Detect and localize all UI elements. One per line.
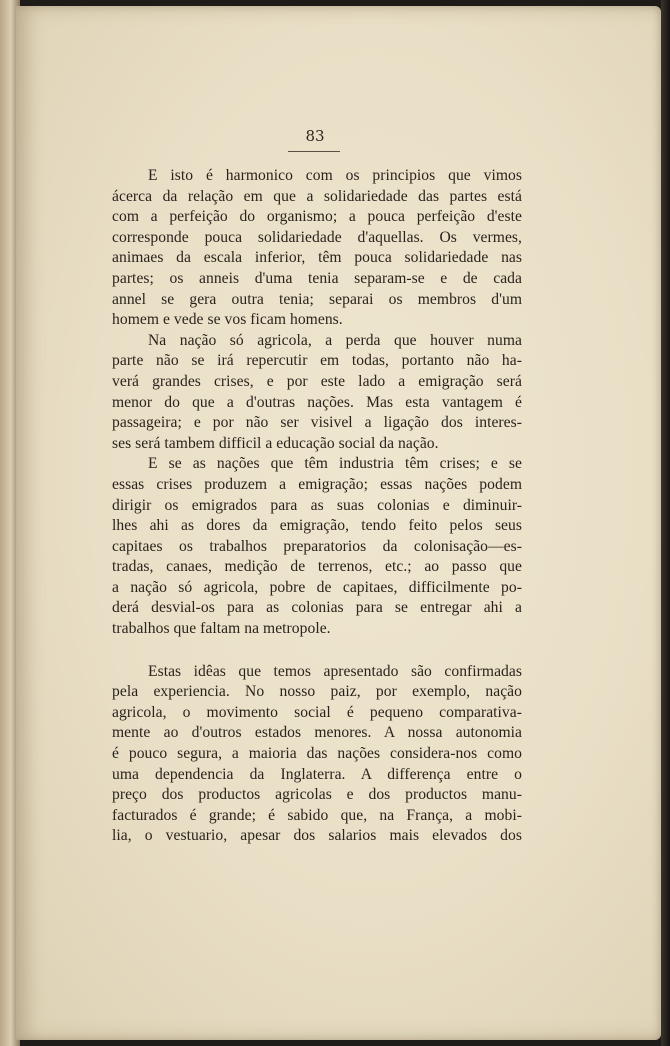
text-line: ses será tambem difficil a educação social da nação.	[112, 434, 439, 452]
text-line: corresponde pouca solidariedade d'aquellas. Os vermes,	[112, 228, 522, 246]
paragraph-4	[112, 662, 522, 847]
body-text	[112, 166, 522, 847]
text-line: partes; os anneis d'uma tenia separam-se e de cada	[112, 269, 522, 287]
text-line: Na nação só agricola, a perda que houver numa	[148, 331, 522, 349]
text-line: mente ao d'outros estados menores. A nossa autonomia	[112, 724, 522, 742]
text-line: parte não se irá repercutir em todas, portanto não ha-	[112, 352, 522, 370]
paragraph-2	[112, 331, 522, 455]
text-line: verá grandes crises, e por este lado a emigração será	[112, 372, 522, 390]
text-line: E se as nações que têm industria têm crises; e se	[148, 455, 522, 473]
paragraph-3	[112, 454, 522, 639]
text-line: E isto é harmonico com os principios que vimos	[148, 167, 522, 184]
text-line: dirigir os emigrados para as suas colonias e diminuir-	[112, 496, 522, 514]
text-line: menor do que a d'outras nações. Mas esta vantagem é	[112, 393, 522, 411]
text-line: tradas, canaes, medição de terrenos, etc.; ao passo que	[112, 558, 522, 576]
text-line: animaes da escala inferior, têm pouca solidariedade nas	[112, 249, 522, 267]
text-line: lhes ahi as dores da emigração, tendo feito pelos seus	[112, 517, 522, 535]
text-line: pela experiencia. No nosso paiz, por exemplo, nação	[112, 683, 522, 701]
page-number-rule	[288, 151, 340, 152]
text-line: derá desvial-os para as colonias para se entregar ahi a	[112, 599, 522, 617]
text-line: preço dos productos agricolas e dos productos manu-	[112, 786, 522, 804]
text-line: trabalhos que faltam na metropole.	[112, 620, 331, 638]
paragraph-spacer	[112, 640, 522, 662]
text-line: annel se gera outra tenia; separai os membros d'um	[112, 290, 522, 308]
paragraph-1	[112, 166, 522, 331]
text-line: lia, o vestuario, apesar dos salarios mais elevados dos	[112, 827, 522, 845]
text-line: é pouco segura, a maioria das nações considera-nos como	[112, 745, 522, 763]
text-line: facturados é grande; é sabido que, na França, a mobi-	[112, 806, 522, 824]
text-line: homem e vede se vos ficam homens.	[112, 311, 343, 329]
text-line: passageira; e por não ser visivel a ligação dos interes-	[112, 414, 522, 432]
text-line: essas crises produzem a emigração; essas nações podem	[112, 475, 522, 493]
text-line: Estas idêas que temos apresentado são confirmadas	[148, 662, 522, 680]
text-line: com a perfeição do organismo; a pouca perfeição d'este	[112, 208, 522, 226]
text-line: capitaes os trabalhos preparatorios da colonisação—es-	[112, 537, 522, 555]
scan-border	[661, 0, 670, 1046]
text-line: uma dependencia da Inglaterra. A differença entre o	[112, 765, 522, 783]
page-number: 83	[305, 127, 325, 145]
text-line: a nação só agricola, pobre de capitaes, difficilmente po-	[112, 578, 522, 596]
book-page	[16, 6, 661, 1040]
text-line: ácerca da relação em que a solidariedade das partes está	[112, 187, 522, 205]
text-line: agricola, o movimento social é pequeno comparativa-	[112, 703, 522, 721]
